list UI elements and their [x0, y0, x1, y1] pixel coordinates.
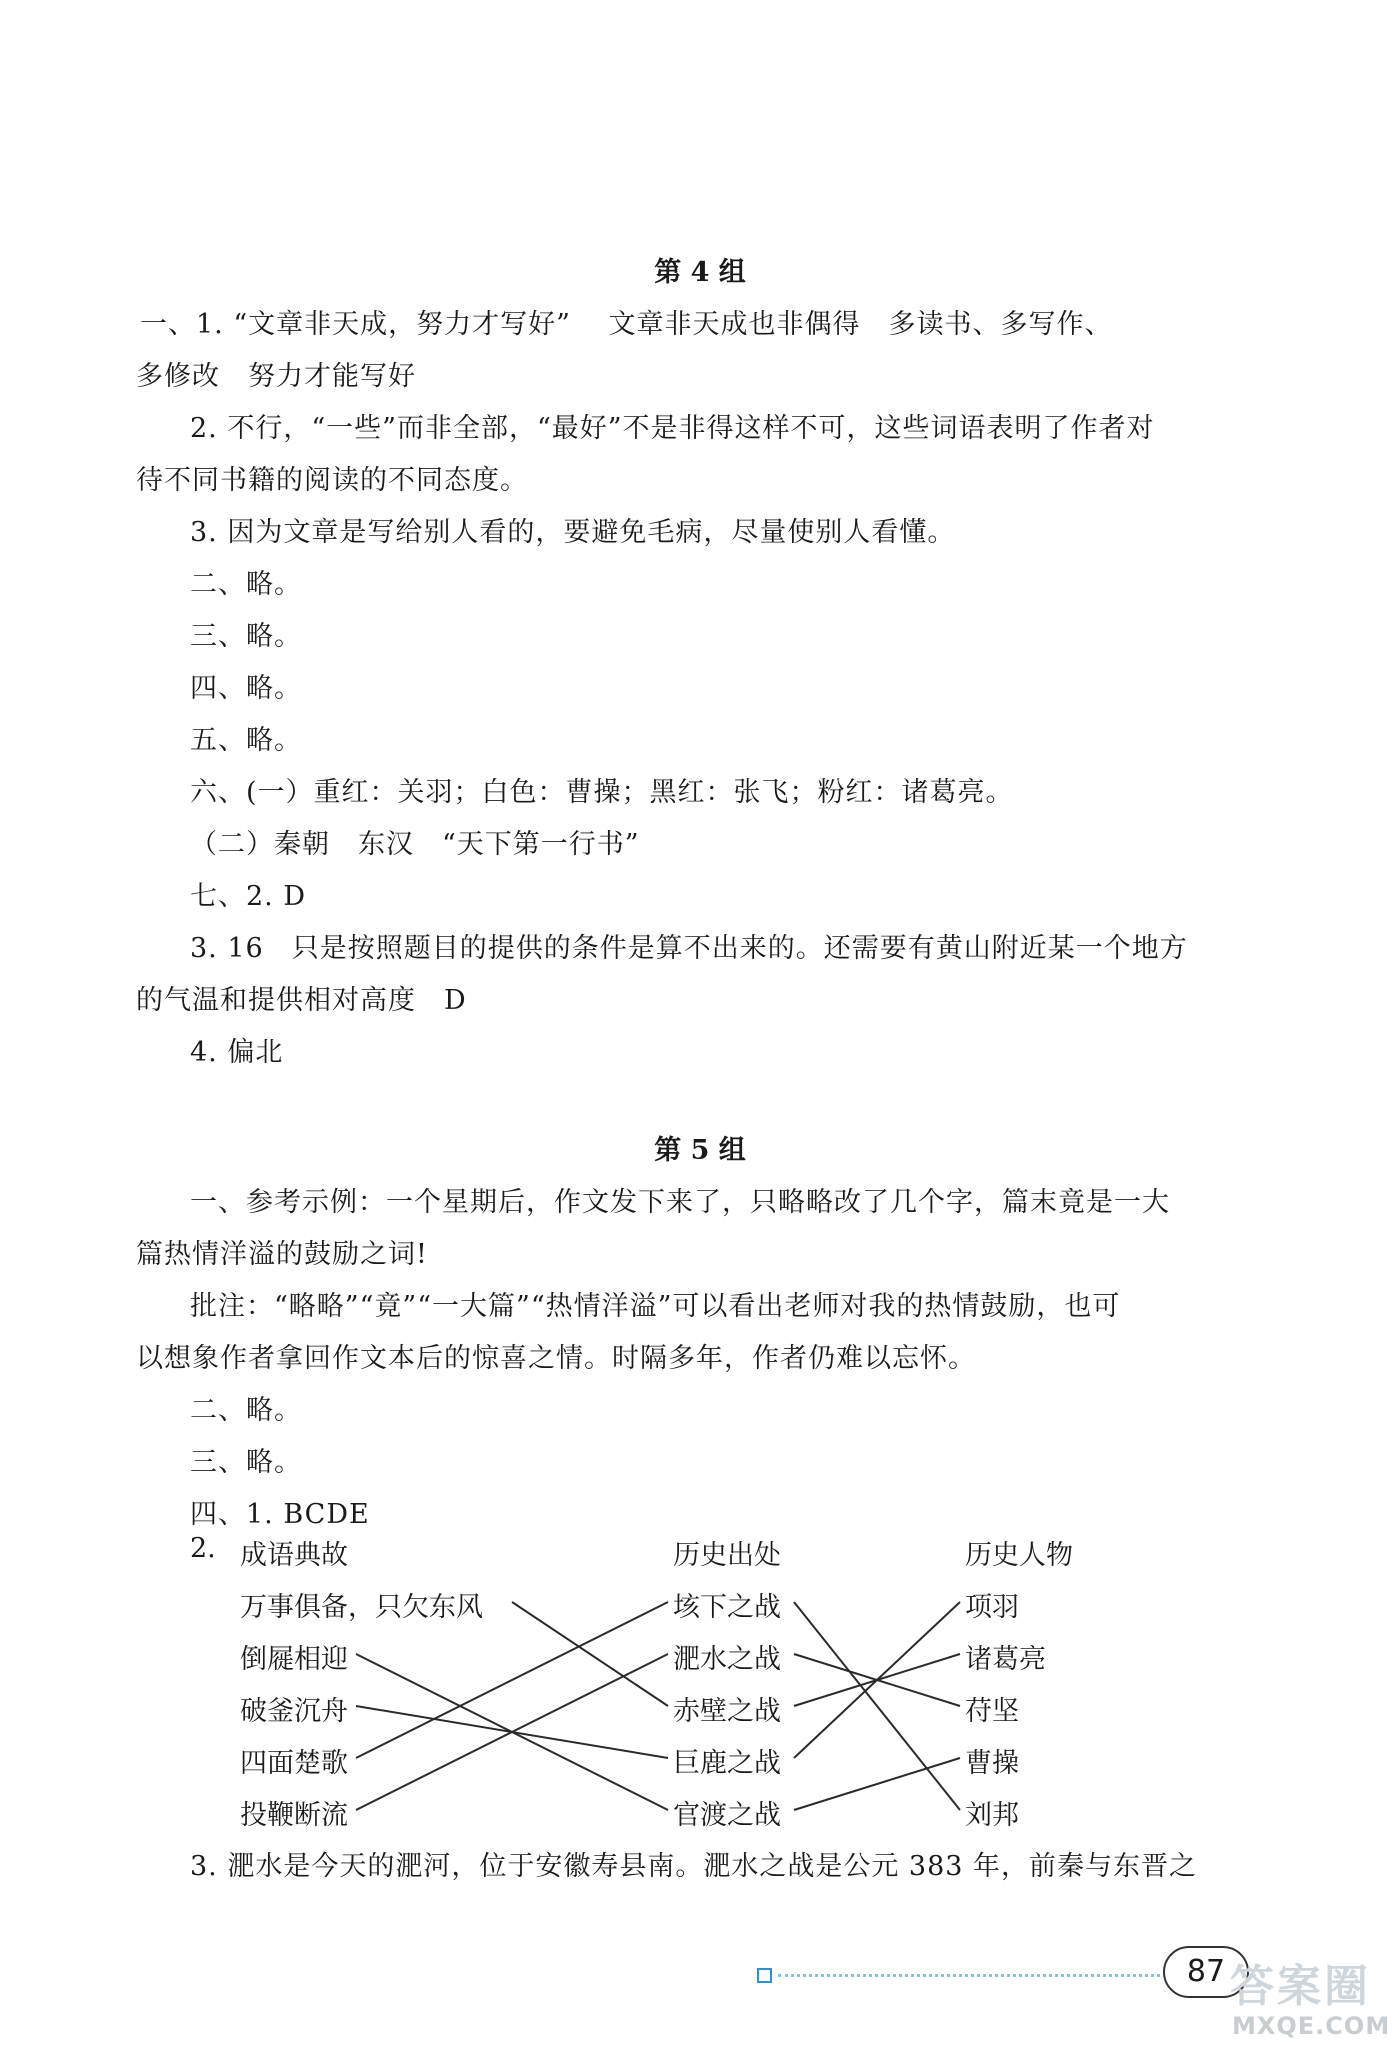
watermark-logo: 答案圈	[1230, 1961, 1371, 2012]
group5-line: 二、略。	[190, 1395, 302, 1426]
matching-label: 2.	[190, 1533, 216, 1564]
group4-line: 五、略。	[190, 725, 302, 756]
footer-dotted-rule	[778, 1974, 1160, 1977]
idiom-item: 投鞭断流	[240, 1800, 348, 1831]
group5-line: 三、略。	[190, 1447, 302, 1478]
group4-line: 三、略。	[190, 621, 302, 652]
person-item: 曹操	[965, 1748, 1019, 1779]
matching-header-battle: 历史出处	[673, 1540, 781, 1571]
group4-line: （二）秦朝 东汉 “天下第一行书”	[190, 829, 640, 860]
person-item: 刘邦	[965, 1800, 1019, 1831]
group5-heading: 第 5 组	[654, 1135, 746, 1166]
battle-item: 垓下之战	[673, 1592, 781, 1623]
watermark-url: MXQE.COM	[1232, 2012, 1391, 2040]
idiom-item: 四面楚歌	[240, 1748, 348, 1779]
person-item: 诸葛亮	[965, 1644, 1046, 1675]
group5-line: 批注：“略略”“竟”“一大篇”“热情洋溢”可以看出老师对我的热情鼓励，也可	[190, 1291, 1121, 1322]
person-item: 苻坚	[965, 1696, 1019, 1727]
idiom-item: 倒屣相迎	[240, 1644, 348, 1675]
group4-line: 3. 因为文章是写给别人看的，要避免毛病，尽量使别人看懂。	[190, 517, 956, 548]
matching-header-idiom: 成语典故	[240, 1540, 348, 1571]
connector-line	[512, 1602, 668, 1706]
page-number: 87	[1163, 1946, 1249, 1998]
group4-line: 六、(一）重红：关羽；白色：曹操；黑红：张飞；粉红：诸葛亮。	[190, 777, 1014, 808]
group4-line: 四、略。	[190, 673, 302, 704]
group4-line: 待不同书籍的阅读的不同态度。	[136, 465, 528, 496]
group4-line: 4. 偏北	[190, 1037, 284, 1068]
connector-line	[794, 1758, 960, 1810]
group4-line: 一、1. “文章非天成，努力才写好” 文章非天成也非偶得 多读书、多写作、	[140, 309, 1113, 340]
group5-line: 以想象作者拿回作文本后的惊喜之情。时隔多年，作者仍难以忘怀。	[136, 1343, 976, 1374]
connector-line	[356, 1602, 668, 1758]
group4-line: 多修改 努力才能写好	[136, 361, 416, 392]
group4-line: 的气温和提供相对高度 D	[136, 985, 467, 1016]
connector-line	[794, 1602, 960, 1758]
group4-line: 七、2. D	[190, 881, 306, 912]
battle-item: 赤壁之战	[673, 1696, 781, 1727]
group4-line: 二、略。	[190, 569, 302, 600]
group5-line: 篇热情洋溢的鼓励之词!	[136, 1239, 428, 1270]
group5-line: 一、参考示例：一个星期后，作文发下来了，只略略改了几个字，篇末竟是一大	[190, 1187, 1170, 1218]
idiom-item: 破釜沉舟	[240, 1696, 348, 1727]
group4-line: 3. 16 只是按照题目的提供的条件是算不出来的。还需要有黄山附近某一个地方	[190, 933, 1188, 964]
battle-item: 淝水之战	[673, 1644, 781, 1675]
group5-line: 四、1. BCDE	[190, 1499, 370, 1530]
group4-heading: 第 4 组	[654, 257, 746, 288]
person-item: 项羽	[965, 1592, 1019, 1623]
matching-header-person: 历史人物	[965, 1540, 1073, 1571]
group4-line: 2. 不行，“一些”而非全部，“最好”不是非得这样不可，这些词语表明了作者对	[190, 413, 1155, 444]
footer-square-icon	[757, 1968, 772, 1983]
group5-last-line: 3. 淝水是今天的淝河，位于安徽寿县南。淝水之战是公元 383 年，前秦与东晋之	[190, 1851, 1198, 1882]
connector-line	[794, 1602, 960, 1810]
idiom-item: 万事俱备，只欠东风	[240, 1592, 483, 1623]
battle-item: 官渡之战	[673, 1800, 781, 1831]
battle-item: 巨鹿之战	[673, 1748, 781, 1779]
